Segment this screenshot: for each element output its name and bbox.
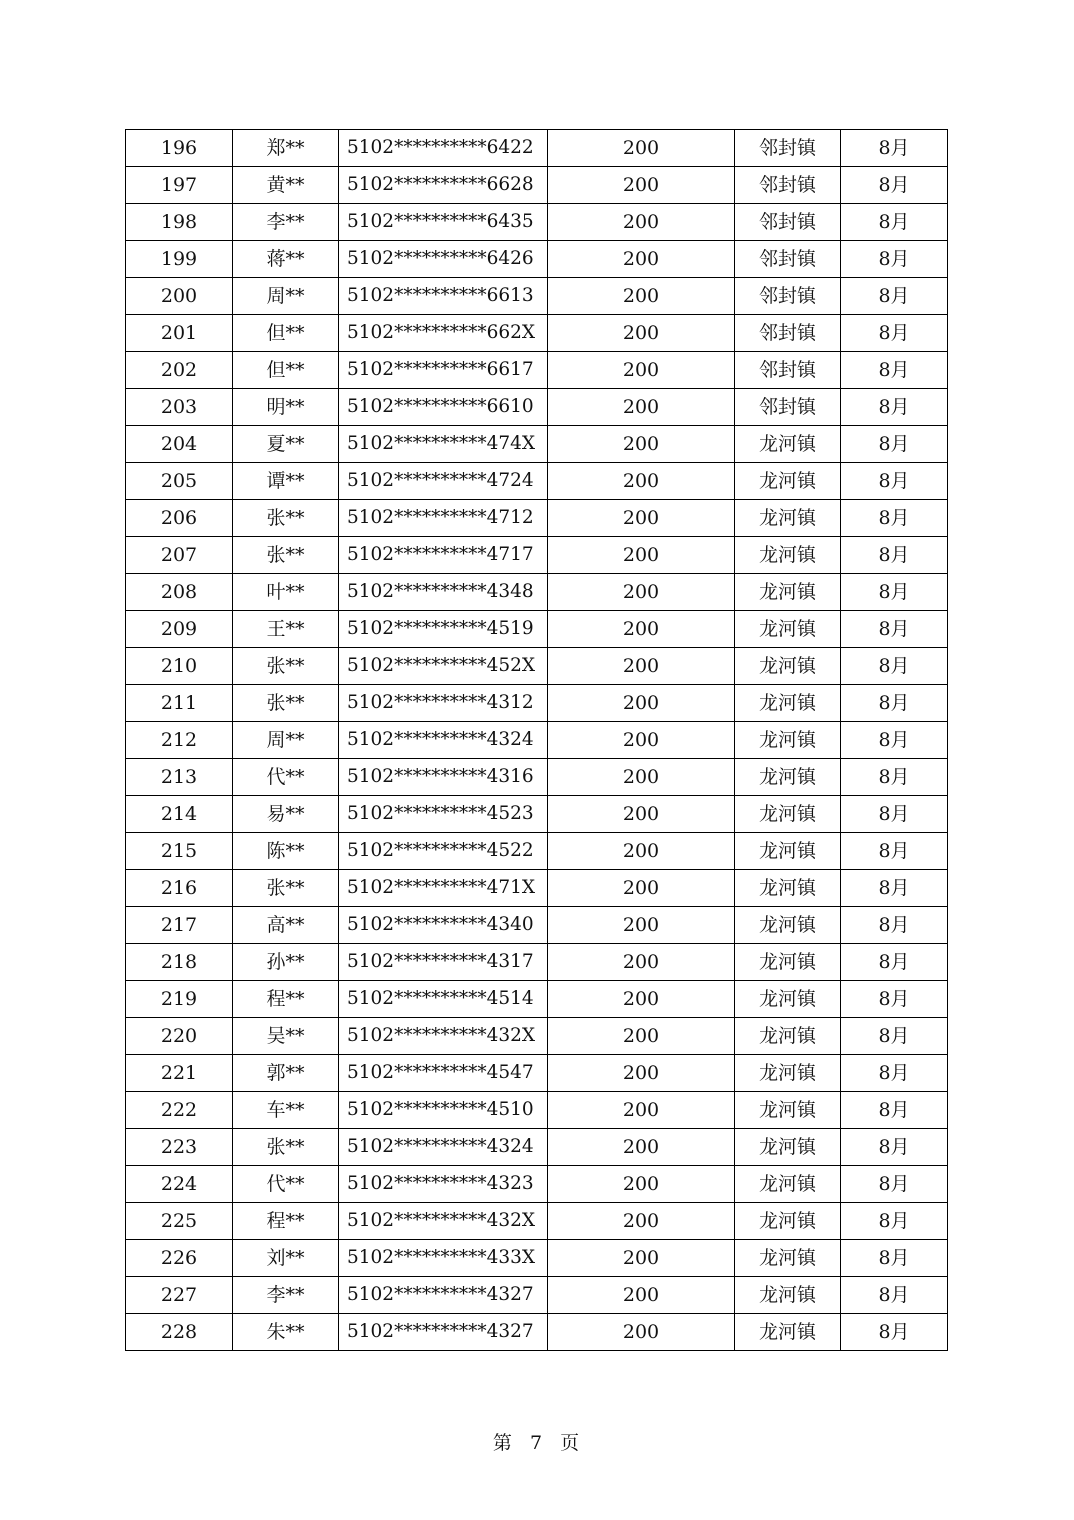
name-cell: 刘** xyxy=(233,1240,339,1277)
row-number-cell: 224 xyxy=(126,1166,233,1203)
month-cell: 8月 xyxy=(841,352,948,389)
row-number-cell: 223 xyxy=(126,1129,233,1166)
month-cell: 8月 xyxy=(841,981,948,1018)
row-number-cell: 198 xyxy=(126,204,233,241)
amount-cell: 200 xyxy=(548,389,735,426)
name-cell: 程** xyxy=(233,981,339,1018)
month-cell: 8月 xyxy=(841,611,948,648)
amount-cell: 200 xyxy=(548,500,735,537)
table-row xyxy=(126,574,948,611)
amount-cell: 200 xyxy=(548,870,735,907)
amount-cell: 200 xyxy=(548,130,735,167)
month-cell: 8月 xyxy=(841,574,948,611)
row-number-cell: 207 xyxy=(126,537,233,574)
id-number-cell: 5102**********6628 xyxy=(339,167,548,204)
amount-cell: 200 xyxy=(548,278,735,315)
month-cell: 8月 xyxy=(841,907,948,944)
town-cell: 龙河镇 xyxy=(735,537,841,574)
town-cell: 龙河镇 xyxy=(735,1166,841,1203)
month-cell: 8月 xyxy=(841,944,948,981)
name-cell: 陈** xyxy=(233,833,339,870)
name-cell: 郭** xyxy=(233,1055,339,1092)
id-number-cell: 5102**********4522 xyxy=(339,833,548,870)
name-cell: 夏** xyxy=(233,426,339,463)
id-number-cell: 5102**********432X xyxy=(339,1018,548,1055)
row-number-cell: 225 xyxy=(126,1203,233,1240)
month-cell: 8月 xyxy=(841,389,948,426)
id-number-cell: 5102**********471X xyxy=(339,870,548,907)
month-cell: 8月 xyxy=(841,130,948,167)
table-row xyxy=(126,722,948,759)
row-number-cell: 226 xyxy=(126,1240,233,1277)
row-number-cell: 218 xyxy=(126,944,233,981)
month-cell: 8月 xyxy=(841,537,948,574)
id-number-cell: 5102**********4312 xyxy=(339,685,548,722)
table-row xyxy=(126,685,948,722)
name-cell: 张** xyxy=(233,685,339,722)
table-row xyxy=(126,500,948,537)
id-number-cell: 5102**********433X xyxy=(339,1240,548,1277)
town-cell: 龙河镇 xyxy=(735,1314,841,1351)
row-number-cell: 197 xyxy=(126,167,233,204)
amount-cell: 200 xyxy=(548,204,735,241)
month-cell: 8月 xyxy=(841,204,948,241)
name-cell: 黄** xyxy=(233,167,339,204)
table-row xyxy=(126,870,948,907)
name-cell: 谭** xyxy=(233,463,339,500)
town-cell: 龙河镇 xyxy=(735,1277,841,1314)
name-cell: 张** xyxy=(233,648,339,685)
month-cell: 8月 xyxy=(841,796,948,833)
town-cell: 龙河镇 xyxy=(735,944,841,981)
amount-cell: 200 xyxy=(548,611,735,648)
name-cell: 李** xyxy=(233,1277,339,1314)
id-number-cell: 5102**********6610 xyxy=(339,389,548,426)
amount-cell: 200 xyxy=(548,167,735,204)
amount-cell: 200 xyxy=(548,1203,735,1240)
town-cell: 龙河镇 xyxy=(735,611,841,648)
id-number-cell: 5102**********452X xyxy=(339,648,548,685)
row-number-cell: 219 xyxy=(126,981,233,1018)
id-number-cell: 5102**********4547 xyxy=(339,1055,548,1092)
name-cell: 明** xyxy=(233,389,339,426)
row-number-cell: 217 xyxy=(126,907,233,944)
name-cell: 但** xyxy=(233,352,339,389)
month-cell: 8月 xyxy=(841,648,948,685)
id-number-cell: 5102**********4514 xyxy=(339,981,548,1018)
town-cell: 龙河镇 xyxy=(735,870,841,907)
row-number-cell: 216 xyxy=(126,870,233,907)
id-number-cell: 5102**********4717 xyxy=(339,537,548,574)
amount-cell: 200 xyxy=(548,1166,735,1203)
month-cell: 8月 xyxy=(841,722,948,759)
id-number-cell: 5102**********4323 xyxy=(339,1166,548,1203)
name-cell: 易** xyxy=(233,796,339,833)
name-cell: 张** xyxy=(233,1129,339,1166)
month-cell: 8月 xyxy=(841,870,948,907)
row-number-cell: 205 xyxy=(126,463,233,500)
amount-cell: 200 xyxy=(548,1129,735,1166)
month-cell: 8月 xyxy=(841,1277,948,1314)
town-cell: 龙河镇 xyxy=(735,1203,841,1240)
table-row xyxy=(126,204,948,241)
name-cell: 车** xyxy=(233,1092,339,1129)
id-number-cell: 5102**********4324 xyxy=(339,722,548,759)
name-cell: 张** xyxy=(233,537,339,574)
table-row xyxy=(126,907,948,944)
month-cell: 8月 xyxy=(841,1055,948,1092)
id-number-cell: 5102**********4519 xyxy=(339,611,548,648)
amount-cell: 200 xyxy=(548,944,735,981)
town-cell: 龙河镇 xyxy=(735,1092,841,1129)
name-cell: 张** xyxy=(233,870,339,907)
page-label-prefix: 第 xyxy=(492,1432,514,1454)
name-cell: 郑** xyxy=(233,130,339,167)
row-number-cell: 208 xyxy=(126,574,233,611)
table-row xyxy=(126,796,948,833)
month-cell: 8月 xyxy=(841,241,948,278)
table-row xyxy=(126,1240,948,1277)
page-footer xyxy=(0,1428,1074,1455)
town-cell: 邻封镇 xyxy=(735,167,841,204)
row-number-cell: 213 xyxy=(126,759,233,796)
month-cell: 8月 xyxy=(841,167,948,204)
name-cell: 代** xyxy=(233,1166,339,1203)
id-number-cell: 5102**********4316 xyxy=(339,759,548,796)
id-number-cell: 5102**********4510 xyxy=(339,1092,548,1129)
table-row xyxy=(126,389,948,426)
table-row xyxy=(126,1314,948,1351)
month-cell: 8月 xyxy=(841,1018,948,1055)
row-number-cell: 209 xyxy=(126,611,233,648)
town-cell: 邻封镇 xyxy=(735,315,841,352)
id-number-cell: 5102**********6422 xyxy=(339,130,548,167)
page-number: 7 xyxy=(529,1432,545,1454)
month-cell: 8月 xyxy=(841,1203,948,1240)
id-number-cell: 5102**********6617 xyxy=(339,352,548,389)
table-row xyxy=(126,130,948,167)
amount-cell: 200 xyxy=(548,1018,735,1055)
table-row xyxy=(126,759,948,796)
amount-cell: 200 xyxy=(548,685,735,722)
row-number-cell: 220 xyxy=(126,1018,233,1055)
name-cell: 叶** xyxy=(233,574,339,611)
amount-cell: 200 xyxy=(548,1314,735,1351)
town-cell: 龙河镇 xyxy=(735,574,841,611)
id-number-cell: 5102**********6435 xyxy=(339,204,548,241)
row-number-cell: 200 xyxy=(126,278,233,315)
table-row xyxy=(126,537,948,574)
id-number-cell: 5102**********474X xyxy=(339,426,548,463)
table-row xyxy=(126,1055,948,1092)
amount-cell: 200 xyxy=(548,426,735,463)
table-row xyxy=(126,1018,948,1055)
amount-cell: 200 xyxy=(548,722,735,759)
id-number-cell: 5102**********6613 xyxy=(339,278,548,315)
row-number-cell: 202 xyxy=(126,352,233,389)
month-cell: 8月 xyxy=(841,463,948,500)
id-number-cell: 5102**********4317 xyxy=(339,944,548,981)
page-label-suffix: 页 xyxy=(560,1432,582,1454)
town-cell: 龙河镇 xyxy=(735,722,841,759)
id-number-cell: 5102**********6426 xyxy=(339,241,548,278)
row-number-cell: 199 xyxy=(126,241,233,278)
month-cell: 8月 xyxy=(841,759,948,796)
table-row xyxy=(126,1277,948,1314)
table-row xyxy=(126,315,948,352)
name-cell: 周** xyxy=(233,278,339,315)
table-body xyxy=(126,130,948,1351)
town-cell: 邻封镇 xyxy=(735,130,841,167)
table-row xyxy=(126,648,948,685)
town-cell: 邻封镇 xyxy=(735,278,841,315)
month-cell: 8月 xyxy=(841,278,948,315)
month-cell: 8月 xyxy=(841,1166,948,1203)
name-cell: 高** xyxy=(233,907,339,944)
table-row xyxy=(126,833,948,870)
name-cell: 代** xyxy=(233,759,339,796)
table-row xyxy=(126,1092,948,1129)
month-cell: 8月 xyxy=(841,685,948,722)
amount-cell: 200 xyxy=(548,574,735,611)
row-number-cell: 228 xyxy=(126,1314,233,1351)
amount-cell: 200 xyxy=(548,981,735,1018)
row-number-cell: 201 xyxy=(126,315,233,352)
month-cell: 8月 xyxy=(841,1092,948,1129)
amount-cell: 200 xyxy=(548,1092,735,1129)
row-number-cell: 203 xyxy=(126,389,233,426)
month-cell: 8月 xyxy=(841,315,948,352)
name-cell: 周** xyxy=(233,722,339,759)
amount-cell: 200 xyxy=(548,1240,735,1277)
town-cell: 龙河镇 xyxy=(735,1240,841,1277)
table-row xyxy=(126,1129,948,1166)
data-table-container xyxy=(125,129,947,1351)
amount-cell: 200 xyxy=(548,759,735,796)
name-cell: 孙** xyxy=(233,944,339,981)
id-number-cell: 5102**********4724 xyxy=(339,463,548,500)
amount-cell: 200 xyxy=(548,463,735,500)
table-row xyxy=(126,611,948,648)
table-row xyxy=(126,944,948,981)
id-number-cell: 5102**********4348 xyxy=(339,574,548,611)
name-cell: 但** xyxy=(233,315,339,352)
name-cell: 吴** xyxy=(233,1018,339,1055)
row-number-cell: 206 xyxy=(126,500,233,537)
table-row xyxy=(126,1203,948,1240)
row-number-cell: 196 xyxy=(126,130,233,167)
town-cell: 龙河镇 xyxy=(735,796,841,833)
row-number-cell: 215 xyxy=(126,833,233,870)
name-cell: 张** xyxy=(233,500,339,537)
town-cell: 龙河镇 xyxy=(735,463,841,500)
town-cell: 龙河镇 xyxy=(735,1055,841,1092)
town-cell: 龙河镇 xyxy=(735,1018,841,1055)
row-number-cell: 204 xyxy=(126,426,233,463)
month-cell: 8月 xyxy=(841,1129,948,1166)
table-row xyxy=(126,241,948,278)
town-cell: 邻封镇 xyxy=(735,389,841,426)
town-cell: 龙河镇 xyxy=(735,833,841,870)
town-cell: 龙河镇 xyxy=(735,907,841,944)
amount-cell: 200 xyxy=(548,352,735,389)
amount-cell: 200 xyxy=(548,1055,735,1092)
town-cell: 邻封镇 xyxy=(735,204,841,241)
data-table xyxy=(125,129,948,1351)
table-row xyxy=(126,278,948,315)
town-cell: 龙河镇 xyxy=(735,685,841,722)
town-cell: 邻封镇 xyxy=(735,352,841,389)
month-cell: 8月 xyxy=(841,500,948,537)
amount-cell: 200 xyxy=(548,796,735,833)
amount-cell: 200 xyxy=(548,1277,735,1314)
town-cell: 龙河镇 xyxy=(735,759,841,796)
town-cell: 龙河镇 xyxy=(735,426,841,463)
name-cell: 王** xyxy=(233,611,339,648)
town-cell: 龙河镇 xyxy=(735,1129,841,1166)
table-row xyxy=(126,352,948,389)
amount-cell: 200 xyxy=(548,648,735,685)
table-row xyxy=(126,981,948,1018)
id-number-cell: 5102**********662X xyxy=(339,315,548,352)
amount-cell: 200 xyxy=(548,241,735,278)
name-cell: 李** xyxy=(233,204,339,241)
id-number-cell: 5102**********4340 xyxy=(339,907,548,944)
row-number-cell: 214 xyxy=(126,796,233,833)
name-cell: 朱** xyxy=(233,1314,339,1351)
name-cell: 蒋** xyxy=(233,241,339,278)
month-cell: 8月 xyxy=(841,426,948,463)
row-number-cell: 212 xyxy=(126,722,233,759)
table-row xyxy=(126,426,948,463)
id-number-cell: 5102**********4327 xyxy=(339,1277,548,1314)
town-cell: 邻封镇 xyxy=(735,241,841,278)
table-row xyxy=(126,463,948,500)
row-number-cell: 227 xyxy=(126,1277,233,1314)
table-row xyxy=(126,1166,948,1203)
id-number-cell: 5102**********4523 xyxy=(339,796,548,833)
name-cell: 程** xyxy=(233,1203,339,1240)
amount-cell: 200 xyxy=(548,537,735,574)
table-row xyxy=(126,167,948,204)
town-cell: 龙河镇 xyxy=(735,981,841,1018)
amount-cell: 200 xyxy=(548,833,735,870)
row-number-cell: 222 xyxy=(126,1092,233,1129)
month-cell: 8月 xyxy=(841,1240,948,1277)
id-number-cell: 5102**********4327 xyxy=(339,1314,548,1351)
id-number-cell: 5102**********4324 xyxy=(339,1129,548,1166)
id-number-cell: 5102**********4712 xyxy=(339,500,548,537)
month-cell: 8月 xyxy=(841,1314,948,1351)
town-cell: 龙河镇 xyxy=(735,648,841,685)
row-number-cell: 221 xyxy=(126,1055,233,1092)
id-number-cell: 5102**********432X xyxy=(339,1203,548,1240)
town-cell: 龙河镇 xyxy=(735,500,841,537)
row-number-cell: 211 xyxy=(126,685,233,722)
amount-cell: 200 xyxy=(548,907,735,944)
row-number-cell: 210 xyxy=(126,648,233,685)
month-cell: 8月 xyxy=(841,833,948,870)
amount-cell: 200 xyxy=(548,315,735,352)
